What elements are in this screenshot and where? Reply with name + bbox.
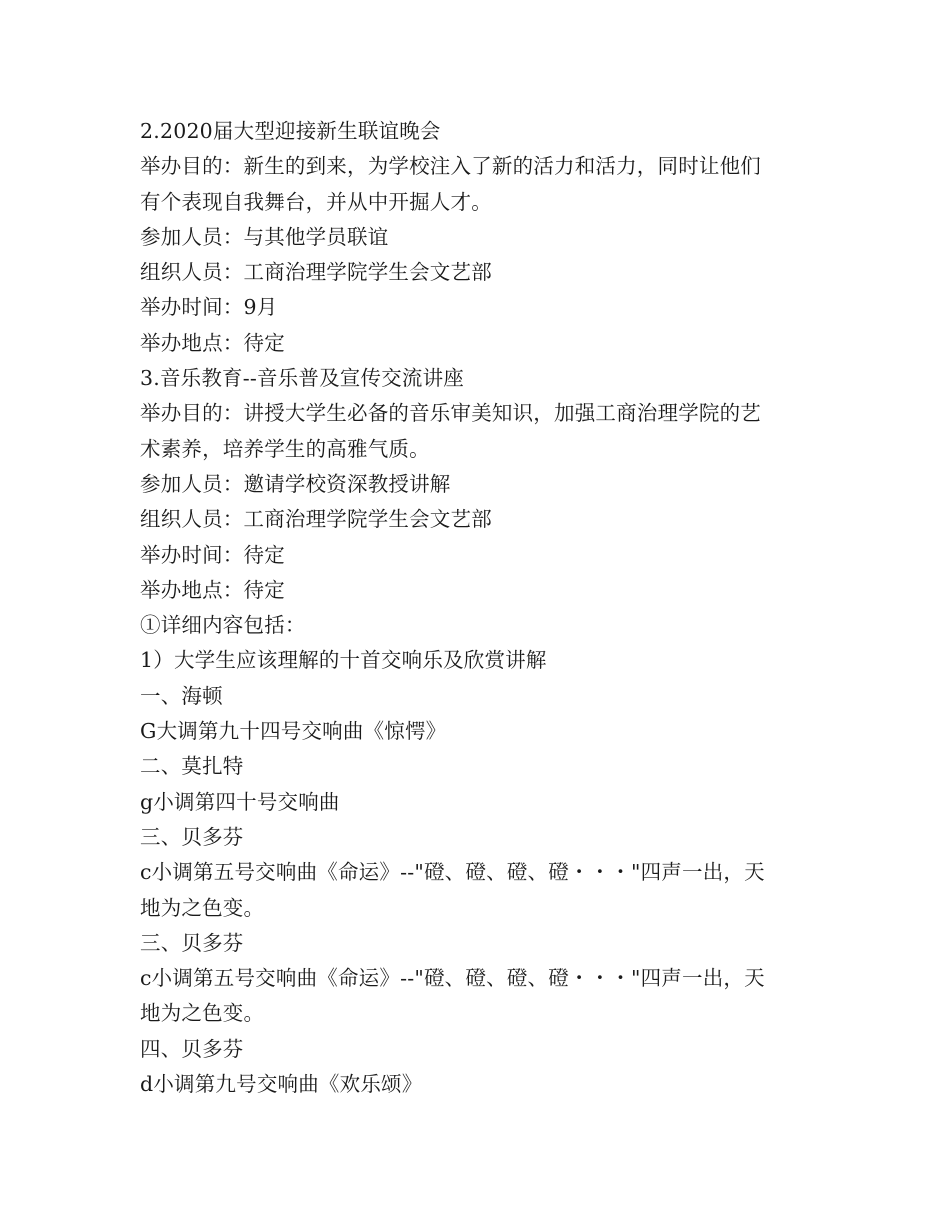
text-line-organizer: 组织人员：工商治理学院学生会文艺部: [140, 507, 492, 532]
list-item-work: c小调第五号交响曲《命运》--"磴、磴、磴、磴・・・"四声一出，天: [140, 860, 765, 885]
text-line-details-heading: ①详细内容包括：: [140, 613, 306, 638]
text-line-location: 举办地点：待定: [140, 577, 285, 602]
text-line-participants: 参加人员：邀请学校资深教授讲解: [140, 471, 451, 496]
text-line-purpose: 举办目的：新生的到来，为学校注入了新的活力和活力，同时让他们: [140, 154, 761, 179]
list-item-work: c小调第五号交响曲《命运》--"磴、磴、磴、磴・・・"四声一出，天: [140, 966, 765, 991]
list-item-work-cont: 地为之色变。: [140, 895, 265, 920]
list-item-work: G大调第九十四号交响曲《惊愕》: [140, 719, 447, 744]
text-line-organizer: 组织人员：工商治理学院学生会文艺部: [140, 260, 492, 285]
list-item-composer: 一、海顿: [140, 683, 223, 708]
list-item-work: g小调第四十号交响曲: [140, 789, 340, 814]
list-item-composer: 四、贝多芬: [140, 1036, 244, 1061]
text-line-location: 举办地点：待定: [140, 330, 285, 355]
text-line-purpose-cont: 有个表现自我舞台，并从中开掘人才。: [140, 189, 492, 214]
text-line-participants: 参加人员：与其他学员联谊: [140, 224, 389, 249]
document-body: [140, 114, 816, 1102]
list-item-work-cont: 地为之色变。: [140, 1001, 265, 1026]
list-item-work: d小调第九号交响曲《欢乐颂》: [140, 1072, 423, 1097]
text-line-purpose: 举办目的：讲授大学生必备的音乐审美知识，加强工商治理学院的艺: [140, 401, 761, 426]
text-line-list-heading: 1）大学生应该理解的十首交响乐及欣赏讲解: [140, 648, 547, 673]
text-line-time: 举办时间：9月: [140, 295, 278, 320]
list-item-composer: 二、莫扎特: [140, 754, 244, 779]
list-item-composer: 三、贝多芬: [140, 824, 244, 849]
list-item-composer: 三、贝多芬: [140, 930, 244, 955]
text-line-purpose-cont: 术素养，培养学生的高雅气质。: [140, 436, 430, 461]
section-heading-3: 3.音乐教育--音乐普及宣传交流讲座: [140, 366, 465, 391]
section-heading-2: 2.2020届大型迎接新生联谊晚会: [140, 119, 441, 143]
text-line-time: 举办时间：待定: [140, 542, 285, 567]
